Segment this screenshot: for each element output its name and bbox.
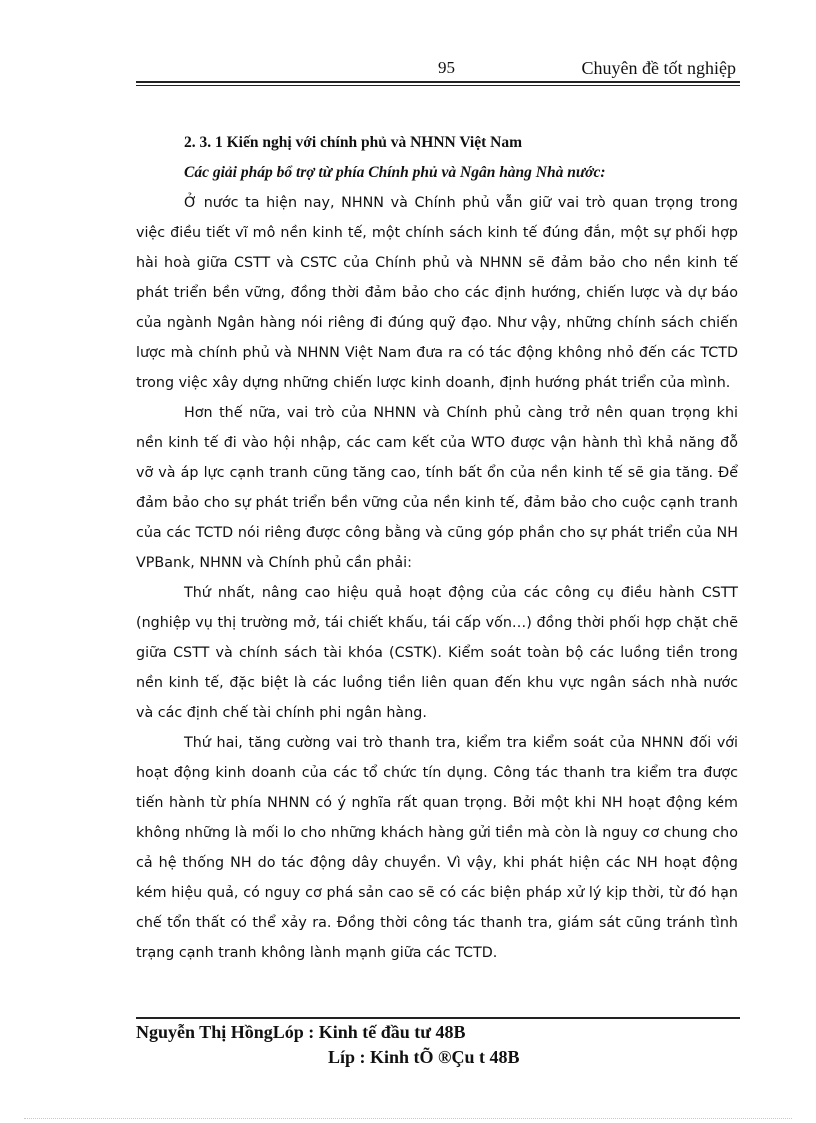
body-paragraph: Thứ hai, tăng cường vai trò thanh tra, kiểm tra kiểm soát của NHNN đối với hoạt động kinh doanh của các tổ chức tín dụng. Công tác thanh tra kiểm tra được tiến hành từ phía NHNN có ý nghĩa rất quan trọng. Bởi một khi NH hoạt động kém không những là mối lo cho những khách hàng gửi tiền mà còn là nguy cơ chung cho cả hệ thống NH do tác động dây chuyền. Vì vậy, khi phát hiện các NH hoạt động kém hiệu quả, có nguy cơ phá sản cao sẽ có các biện pháp xử lý kịp thời, từ đó hạn chế tổn thất có thể xảy ra. Đồng thời công tác thanh tra, giám sát cũng tránh tình trạng cạnh tranh không lành mạnh giữa các TCTD. <box>136 735 738 961</box>
page-bottom-border <box>24 1118 792 1119</box>
body-paragraph: Hơn thế nữa, vai trò của NHNN và Chính phủ càng trở nên quan trọng khi nền kinh tế đi vào hội nhập, các cam kết của WTO được vận hành thì khả năng đỗ vỡ và áp lực cạnh tranh cũng tăng cao, tính bất ổn của nền kinh tế sẽ gia tăng. Để đảm bảo cho sự phát triển bền vững của nền kinh tế, đảm bảo cho cuộc cạnh tranh của các TCTD nói riêng được công bằng và cũng góp phần cho sự phát triển của NH VPBank, NHNN và Chính phủ cần phải: <box>136 405 738 571</box>
page-number: 95 <box>438 58 455 77</box>
header-rule-thick <box>136 81 740 83</box>
document-body <box>136 128 738 968</box>
section-subheading: Các giải pháp bổ trợ từ phía Chính phủ và Ngân hàng Nhà nước: <box>184 164 606 181</box>
footer-author-line: Nguyễn Thị HồngLóp : Kinh tế đầu tư 48B <box>136 1022 466 1042</box>
body-paragraph: Ở nước ta hiện nay, NHNN và Chính phủ vẫn giữ vai trò quan trọng trong việc điều tiết vĩ mô nền kinh tế, một chính sách kinh tế đúng đắn, một sự phối hợp hài hoà giữa CSTT và CSTC của Chính phủ và NHNN sẽ đảm bảo cho nền kinh tế phát triển bền vững, đồng thời đảm bảo cho các định hướng, chiến lược và dự báo của ngành Ngân hàng nói riêng đi đúng quỹ đạo. Như vậy, những chính sách chiến lược mà chính phủ và NHNN Việt Nam đưa ra có tác động không nhỏ đến các TCTD trong việc xây dựng những chiến lược kinh doanh, định hướng phát triển của mình. <box>136 195 738 391</box>
section-heading: 2. 3. 1 Kiến nghị với chính phủ và NHNN Việt Nam <box>184 134 523 151</box>
body-paragraph: Thứ nhất, nâng cao hiệu quả hoạt động của các công cụ điều hành CSTT (nghiệp vụ thị trường mở, tái chiết khấu, tái cấp vốn…) đồng thời phối hợp chặt chẽ giữa CSTT và chính sách tài khóa (CSTK). Kiểm soát toàn bộ các luồng tiền trong nền kinh tế, đặc biệt là các luồng tiền liên quan đến khu vực ngân sách nhà nước và các định chế tài chính phi ngân hàng. <box>136 585 738 721</box>
header-title: Chuyên đề tốt nghiệp <box>581 58 736 78</box>
footer-rule <box>136 1017 740 1019</box>
footer-class-line: Líp : Kinh tÕ ®Çu t 48B <box>328 1047 520 1067</box>
header-rule-thin <box>136 85 740 86</box>
